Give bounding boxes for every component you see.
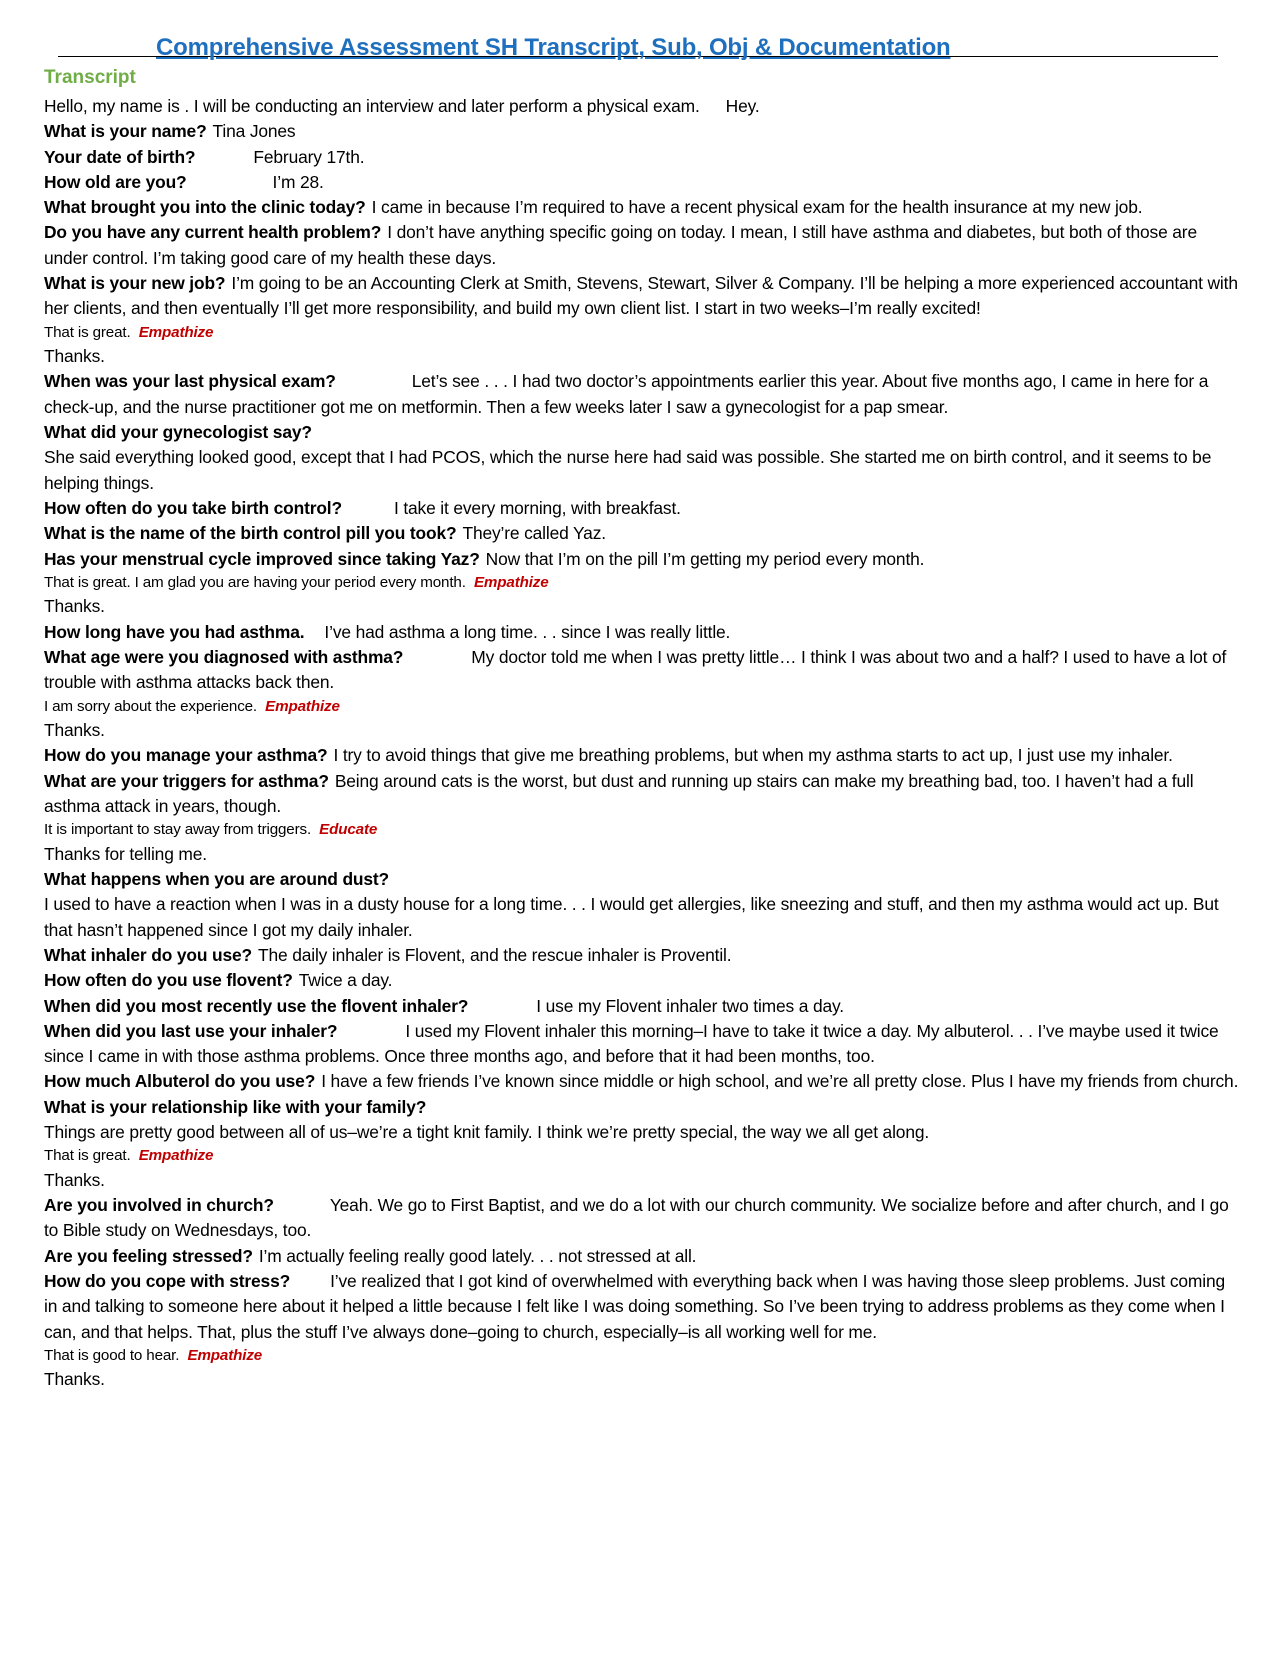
question-text: Are you involved in church? xyxy=(44,1195,274,1216)
answer-text: I use my Flovent inhaler two times a day. xyxy=(536,995,844,1016)
answer-text: I’m going to be an Accounting Clerk at Smith, Stevens, Stewart, Silver & Company. I’ll be helping a more experienced accountant with her clients, and then eventually I’ll get more responsibility, and build my own client list. I start in two weeks–I’m really excited! xyxy=(44,273,1238,319)
transcript-line xyxy=(44,344,1239,369)
note-tag: Empathize xyxy=(138,1147,214,1165)
answer-text: I’m 28. xyxy=(272,171,324,192)
note-text: I am sorry about the experience. xyxy=(44,697,258,715)
interviewer-note xyxy=(44,696,1239,719)
answer-text: Thanks. xyxy=(44,720,105,741)
transcript-line xyxy=(44,271,1239,322)
question-text: How do you manage your asthma? xyxy=(44,745,328,766)
answer-text: I try to avoid things that give me breathing problems, but when my asthma starts to act up, I just use my inhaler. xyxy=(333,745,1173,766)
interviewer-note xyxy=(44,1345,1239,1368)
answer-text: Thanks. xyxy=(44,1369,105,1390)
answer-text: Now that I’m on the pill I’m getting my period every month. xyxy=(485,548,925,569)
transcript-line xyxy=(44,119,1239,144)
answer-text: My doctor told me when I was pretty little… I think I was about two and a half? I used to have a lot of trouble with asthma attacks back then. xyxy=(44,646,1227,693)
question-text: When was your last physical exam? xyxy=(44,371,336,392)
transcript-line xyxy=(44,445,1239,496)
answer-text: I’ve realized that I got kind of overwhelmed with everything back when I was having those sleep problems. Just coming in and talking to someone here about it helped a little because I felt like I was doing something. So I’ve been trying to address problems as they come when I can, and that helps. That, plus the stuff I’ve always done–going to church, especially–is all working well for me. xyxy=(44,1270,1226,1342)
transcript-line xyxy=(44,170,1239,195)
question-text: Do you have any current health problem? xyxy=(44,222,382,243)
note-text: That is great. xyxy=(44,323,131,341)
transcript-line xyxy=(44,743,1239,768)
transcript-line xyxy=(44,594,1239,619)
question-text: When did you most recently use the flovent inhaler? xyxy=(44,995,469,1016)
question-text: How much Albuterol do you use? xyxy=(44,1071,316,1092)
answer-text: Things are pretty good between all of us–we’re a tight knit family. I think we’re pretty special, the way we all get along. xyxy=(44,1121,930,1142)
answer-text: February 17th. xyxy=(253,146,365,167)
question-text: What age were you diagnosed with asthma? xyxy=(44,646,404,667)
question-text: Has your menstrual cycle improved since taking Yaz? xyxy=(44,548,480,569)
question-text: How often do you use flovent? xyxy=(44,970,293,991)
transcript-line xyxy=(44,994,1239,1019)
answer-text: Being around cats is the worst, but dust and running up stairs can make my breathing bad, too. I haven’t had a full asthma attack in years, though. xyxy=(44,770,1194,816)
question-text: What are your triggers for asthma? xyxy=(44,770,329,791)
answer-text: Hello, my name is . I will be conducting an interview and later perform a physical exam. xyxy=(44,96,700,116)
question-text: What is your name? xyxy=(44,121,207,142)
answer-text: Yeah. We go to First Baptist, and we do a lot with our church community. We socialize before and after church, and I go to Bible study on Wednesdays, too. xyxy=(44,1195,1229,1241)
question-text: Are you feeling stressed? xyxy=(44,1245,253,1266)
transcript-line xyxy=(44,220,1239,271)
note-tag: Empathize xyxy=(187,1346,263,1364)
answer-text: I’m actually feeling really good lately. . . not stressed at all. xyxy=(258,1245,697,1266)
transcript-line xyxy=(44,892,1239,943)
interviewer-note xyxy=(44,819,1239,842)
transcript-line xyxy=(44,867,1239,892)
question-text: How long have you had asthma. xyxy=(44,621,305,642)
note-text: That is great. I am glad you are having your period every month. xyxy=(44,573,466,591)
answer-text: They’re called Yaz. xyxy=(462,523,606,544)
answer-text: I take it every morning, with breakfast. xyxy=(393,497,681,518)
transcript-line xyxy=(44,1095,1239,1120)
answer-text: Hey. xyxy=(725,96,760,116)
transcript-line xyxy=(44,1168,1239,1193)
question-text: What inhaler do you use? xyxy=(44,944,253,965)
answer-text: She said everything looked good, except that I had PCOS, which the nurse here had said was possible. She started me on birth control, and it seems to be helping things. xyxy=(44,447,1212,493)
transcript-line xyxy=(44,145,1239,170)
question-text: How do you cope with stress? xyxy=(44,1270,291,1291)
question-text: What brought you into the clinic today? xyxy=(44,197,366,218)
answer-text: I used to have a reaction when I was in a dusty house for a long time. . . I would get allergies, like sneezing and stuff, and then my asthma would act up. But that hasn’t happened since I got my daily inhaler. xyxy=(44,894,1219,940)
question-text: What is the name of the birth control pill you took? xyxy=(44,523,457,544)
note-text: That is good to hear. xyxy=(44,1346,180,1364)
answer-text: I’ve had asthma a long time. . . since I was really little. xyxy=(324,621,731,642)
note-tag: Empathize xyxy=(265,697,340,715)
transcript-line xyxy=(44,1269,1239,1345)
answer-text: I came in because I’m required to have a recent physical exam for the health insurance at my new job. xyxy=(371,197,1143,218)
answer-text: Let’s see . . . I had two doctor’s appointments earlier this year. About five months ago, I came in here for a check-up, and the nurse practitioner got me on metformin. Then a few weeks later I saw a gynecologist for a pap smear. xyxy=(44,371,1209,417)
transcript-line xyxy=(44,1193,1239,1244)
note-text: It is important to stay away from triggers. xyxy=(44,821,312,839)
note-tag: Educate xyxy=(319,821,378,839)
transcript-line xyxy=(44,769,1239,820)
transcript-line xyxy=(44,521,1239,546)
note-tag: Empathize xyxy=(138,323,214,341)
question-text: What is your new job? xyxy=(44,273,226,294)
transcript-line xyxy=(44,842,1239,867)
transcript-line xyxy=(44,195,1239,220)
answer-text: Thanks. xyxy=(44,1169,105,1190)
answer-text: Tina Jones xyxy=(212,121,296,142)
answer-text: The daily inhaler is Flovent, and the rescue inhaler is Proventil. xyxy=(258,944,732,965)
note-tag: Empathize xyxy=(473,573,549,591)
transcript-line xyxy=(44,718,1239,743)
transcript-line xyxy=(44,1069,1239,1094)
section-heading-transcript: Transcript xyxy=(44,67,136,88)
question-text: What is your relationship like with your family? xyxy=(44,1096,427,1117)
question-text: What did your gynecologist say? xyxy=(44,422,312,443)
question-text: How often do you take birth control? xyxy=(44,497,342,518)
answer-text: Thanks for telling me. xyxy=(44,843,207,864)
transcript-line xyxy=(44,943,1239,968)
answer-text: Thanks. xyxy=(44,346,105,367)
question-text: How old are you? xyxy=(44,171,187,192)
transcript-line xyxy=(44,547,1239,572)
answer-text: Twice a day. xyxy=(298,970,393,991)
transcript-line xyxy=(44,1120,1239,1145)
question-text: Your date of birth? xyxy=(44,146,196,167)
answer-text: I have a few friends I’ve known since middle or high school, and we’re all pretty close. Plus I have my friends from church. xyxy=(321,1071,1239,1092)
question-text: When did you last use your inhaler? xyxy=(44,1020,338,1041)
answer-text: I used my Flovent inhaler this morning–I have to take it twice a day. My albuterol. . . I’ve maybe used it twice since I came in with those asthma problems. Once three months ago, and before that it had been months, too. xyxy=(44,1020,1219,1067)
transcript-line xyxy=(44,968,1239,993)
question-text: What happens when you are around dust? xyxy=(44,869,390,890)
transcript-line xyxy=(44,620,1239,645)
answer-text: Thanks. xyxy=(44,596,105,617)
transcript-body xyxy=(44,94,1239,1393)
interviewer-note xyxy=(44,572,1239,595)
note-text: That is great. xyxy=(44,1147,131,1165)
answer-text: I don’t have anything specific going on today. I mean, I still have asthma and diabetes, but both of those are under control. I’m taking good care of my health these days. xyxy=(44,222,1197,268)
interviewer-note xyxy=(44,322,1239,345)
transcript-line xyxy=(44,94,1239,119)
transcript-line xyxy=(44,1244,1239,1269)
document-title: Comprehensive Assessment SH Transcript, Sub, Obj & Documentation xyxy=(156,34,951,61)
transcript-line xyxy=(44,1367,1239,1392)
transcript-line xyxy=(44,496,1239,521)
transcript-line xyxy=(44,1019,1239,1070)
interviewer-note xyxy=(44,1145,1239,1168)
transcript-line xyxy=(44,369,1239,420)
transcript-line xyxy=(44,645,1239,696)
transcript-line xyxy=(44,420,1239,445)
